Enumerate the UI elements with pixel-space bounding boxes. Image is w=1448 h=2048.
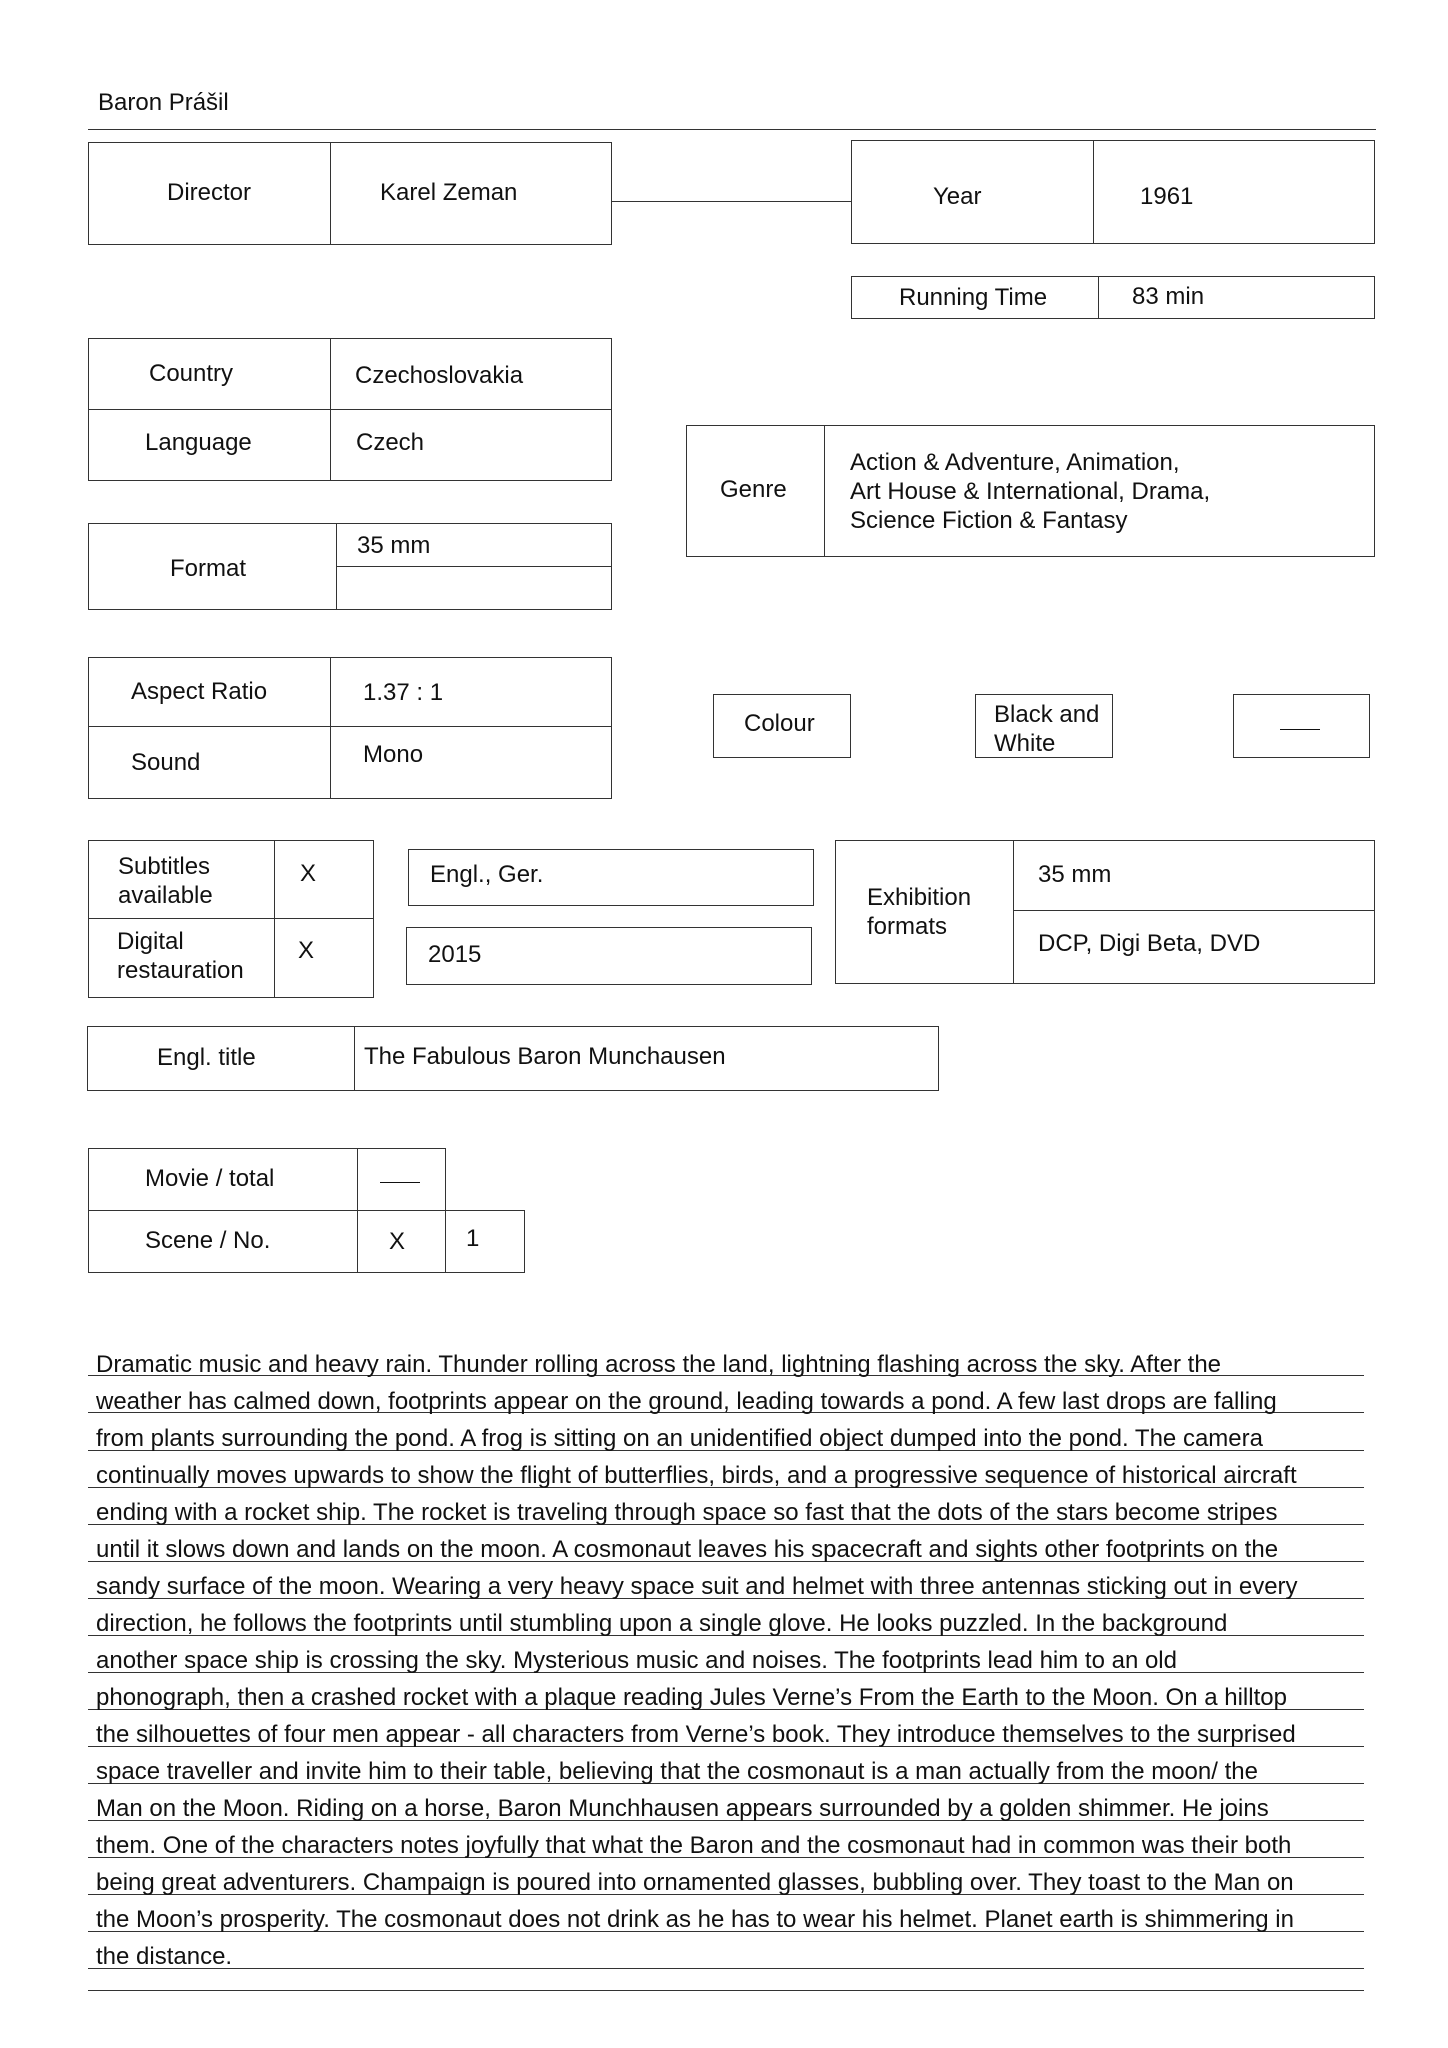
genre-line-1: Action & Adventure, Animation, [850, 449, 1180, 476]
director-value: Karel Zeman [380, 179, 518, 206]
description-line: until it slows down and lands on the moon. A cosmonaut leaves his spacecraft and sights other footprints on the [96, 1536, 1279, 1563]
genre-label: Genre [720, 476, 787, 503]
scene-no-label: Scene / No. [145, 1227, 271, 1254]
title-divider [88, 129, 1376, 130]
digital-restauration-mark: X [298, 937, 315, 964]
description-line: continually moves upwards to show the flight of butterflies, birds, and a progressive sequence of historical aircraft [96, 1462, 1297, 1489]
digital-restauration-label-1: Digital [117, 928, 184, 955]
genre-line-2: Art House & International, Drama, [850, 478, 1211, 505]
subtitles-value: Engl., Ger. [430, 861, 544, 888]
engl-title-value: The Fabulous Baron Munchausen [364, 1043, 726, 1070]
description-line: Man on the Moon. Riding on a horse, Baron Munchhausen appears surrounded by a golden shimmer. He joins [96, 1795, 1269, 1822]
description-line: weather has calmed down, footprints appear on the ground, leading towards a pond. A few last drops are falling [96, 1388, 1277, 1415]
restauration-value: 2015 [428, 941, 482, 968]
black-and-white-line-1: Black and [994, 701, 1100, 728]
description-line: the Moon’s prosperity. The cosmonaut does not drink as he has to wear his helmet. Planet earth is shimmering in [96, 1906, 1294, 1933]
subtitles-mark: X [300, 860, 317, 887]
format-label: Format [170, 555, 247, 582]
colour-dash [1280, 729, 1320, 730]
exhibition-format-1: 35 mm [1038, 861, 1112, 888]
year-field [851, 140, 1375, 244]
description-line: sandy surface of the moon. Wearing a very heavy space suit and helmet with three antennas sticking out in every [96, 1573, 1298, 1600]
year-label: Year [933, 183, 982, 210]
description-line: direction, he follows the footprints until stumbling upon a single glove. He looks puzzled. In the background [96, 1610, 1228, 1637]
colour-label: Colour [744, 710, 815, 737]
description-line: another space ship is crossing the sky. Mysterious music and noises. The footprints lead him to an old [96, 1647, 1177, 1674]
digital-restauration-label-2: restauration [117, 957, 244, 984]
aspect-ratio-value: 1.37 : 1 [363, 679, 444, 706]
description-line: phonograph, then a crashed rocket with a plaque reading Jules Verne’s From the Earth to the Moon. On a hilltop [96, 1684, 1287, 1711]
description-line: the distance. [96, 1943, 233, 1970]
sound-label: Sound [131, 749, 201, 776]
sound-value: Mono [363, 741, 424, 768]
scene-number-box [445, 1210, 525, 1273]
description-line: from plants surrounding the pond. A frog is sitting on an unidentified object dumped into the pond. The camera [96, 1425, 1263, 1452]
format-value: 35 mm [357, 532, 431, 559]
country-label: Country [149, 360, 234, 387]
running-time-label: Running Time [899, 284, 1048, 311]
engl-title-label: Engl. title [157, 1044, 256, 1071]
language-value: Czech [356, 429, 425, 456]
genre-line-3: Science Fiction & Fantasy [850, 507, 1128, 534]
description-line: them. One of the characters notes joyfully that what the Baron and the cosmonaut had in common was their both [96, 1832, 1292, 1859]
description-line: the silhouettes of four men appear - all characters from Verne’s book. They introduce themselves to the surprised [96, 1721, 1296, 1748]
exhibition-formats-label-2: formats [867, 913, 948, 940]
movie-total-label: Movie / total [145, 1165, 275, 1192]
connector-line [612, 201, 852, 202]
aspect-ratio-label: Aspect Ratio [131, 678, 268, 705]
description-line: being great adventurers. Champaign is poured into ornamented glasses, bubbling over. They toast to the Man on [96, 1869, 1294, 1896]
movie-total-dash [380, 1182, 420, 1183]
year-value: 1961 [1140, 183, 1194, 210]
exhibition-formats-label-1: Exhibition [867, 884, 972, 911]
subtitles-label-2: available [118, 882, 213, 909]
scene-no-value: 1 [466, 1225, 480, 1252]
subtitles-label-1: Subtitles [118, 853, 211, 880]
description-line: Dramatic music and heavy rain. Thunder rolling across the land, lightning flashing across the sky. After the [96, 1351, 1222, 1378]
black-and-white-line-2: White [994, 730, 1056, 757]
description-line: ending with a rocket ship. The rocket is traveling through space so fast that the dots of the stars become stripes [96, 1499, 1278, 1526]
director-label: Director [167, 179, 252, 206]
scene-no-mark: X [389, 1228, 406, 1255]
description-line: space traveller and invite him to their table, believing that the cosmonaut is a man actually from the moon/ the [96, 1758, 1258, 1785]
language-label: Language [145, 429, 252, 456]
page-title: Baron Prášil [98, 89, 229, 116]
exhibition-format-2: DCP, Digi Beta, DVD [1038, 930, 1261, 957]
country-value: Czechoslovakia [355, 362, 524, 389]
running-time-value: 83 min [1132, 283, 1205, 310]
colour-mark-box [1233, 694, 1370, 758]
